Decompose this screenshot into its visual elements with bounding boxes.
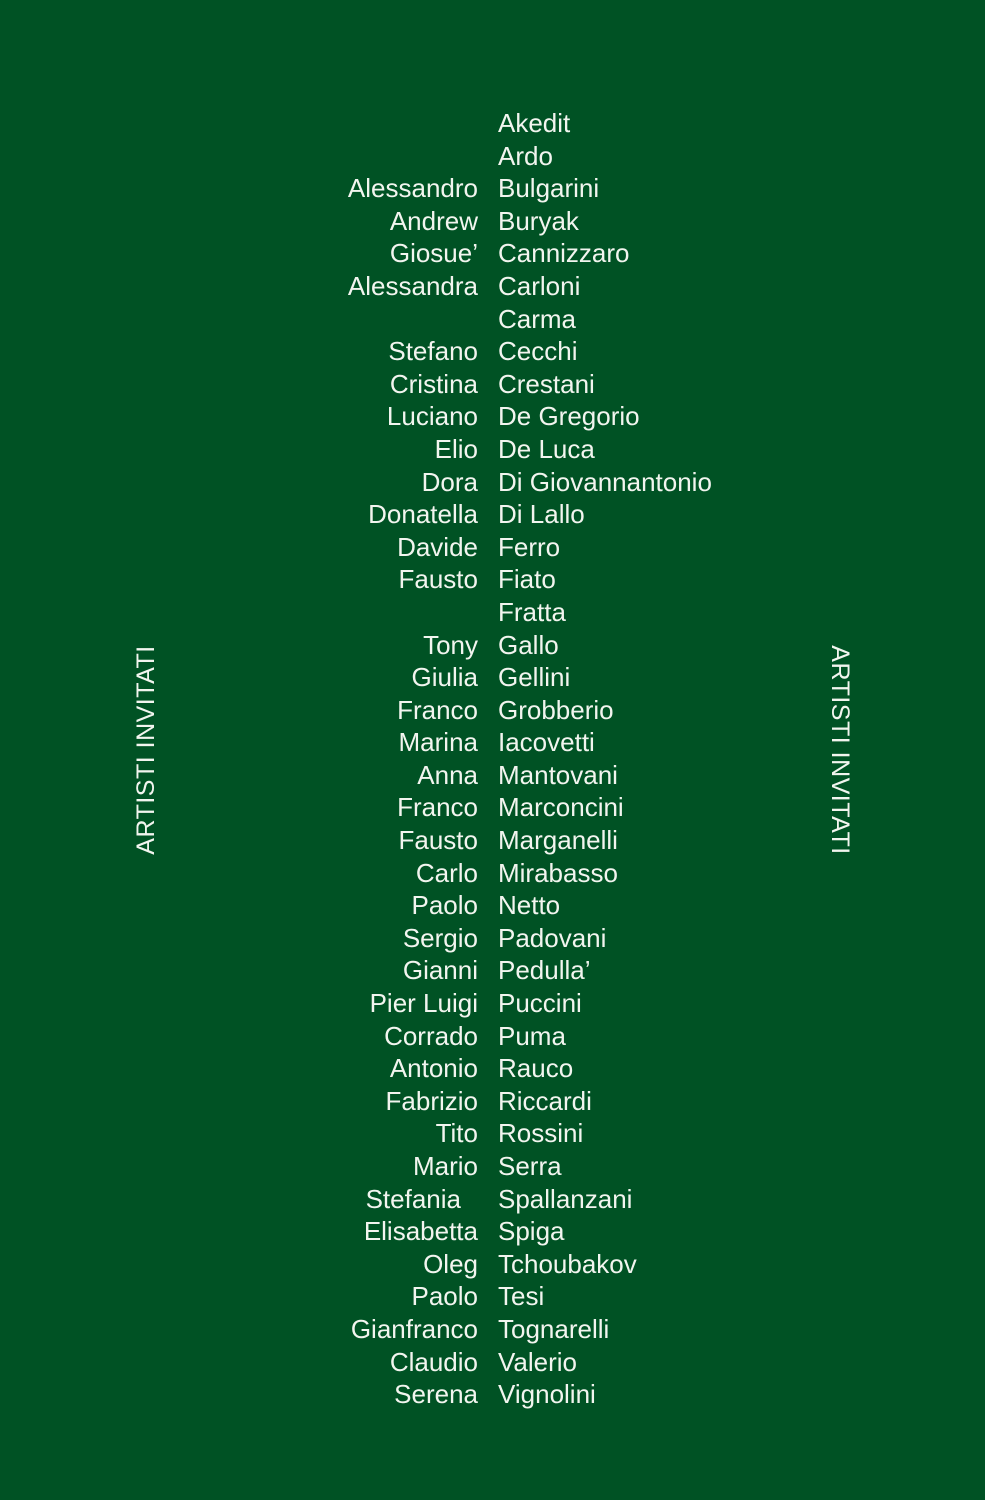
artist-row [0,1052,985,1085]
artist-last-name: Riccardi [498,1085,592,1116]
artist-row [0,1346,985,1379]
artist-last-name: Valerio [498,1346,578,1377]
artist-row [0,1020,985,1053]
artist-first-name: Elio [434,433,478,464]
artist-last-name: Ferro [498,531,561,562]
artist-last-name: Marconcini [498,792,624,823]
artist-row [0,531,985,564]
artist-last-name: Fiato [498,564,556,595]
artist-first-name: Marina [398,727,478,758]
artist-last-name: Pedulla’ [498,955,591,986]
artist-first-name: Elisabetta [363,1216,478,1247]
artist-row [0,270,985,303]
artist-first-name: Serena [394,1379,478,1410]
artist-last-name: Di Giovannantonio [498,466,712,497]
artist-row [0,498,985,531]
artist-first-name: Fabrizio [385,1085,478,1116]
artist-first-name: Pier Luigi [369,988,478,1019]
artist-last-name: Tesi [498,1281,545,1312]
artist-last-name: Di Lallo [498,499,585,530]
artist-row [0,857,985,890]
artist-first-name: Fausto [398,825,478,856]
artist-first-name: Antonio [389,1053,478,1084]
artist-row [0,1085,985,1118]
artist-first-name: Cristina [389,368,478,399]
artist-row [0,1215,985,1248]
artist-first-name: Oleg [423,1248,478,1279]
artist-last-name: De Luca [498,433,595,464]
artist-row [0,791,985,824]
artist-first-name: Donatella [368,499,478,530]
artist-last-name: Ardo [498,140,553,171]
artist-row [0,987,985,1020]
artist-row [0,1378,985,1411]
artist-last-name: Rossini [498,1118,584,1149]
artist-row [0,107,985,140]
artist-first-name: Anna [417,759,478,790]
artist-first-name: Stefania [365,1183,461,1214]
artist-first-name: Paolo [411,1281,478,1312]
artist-row [0,694,985,727]
artist-first-name: Alessandra [347,270,478,301]
artist-first-name: Tito [435,1118,478,1149]
artist-last-name: Fratta [498,596,566,627]
artist-row [0,303,985,336]
artist-first-name: Franco [397,792,478,823]
artist-last-name: Rauco [498,1053,574,1084]
artist-first-name: Giosue’ [389,238,478,269]
artist-last-name: Cecchi [498,336,578,367]
artist-last-name: Spiga [498,1216,565,1247]
artist-row [0,629,985,662]
artist-row [0,889,985,922]
artist-row [0,466,985,499]
artist-first-name: Franco [397,694,478,725]
artist-last-name: Netto [498,890,561,921]
artist-row [0,1313,985,1346]
artist-first-name: Gianfranco [350,1313,478,1344]
artist-last-name: Gellini [498,662,571,693]
artist-first-name: Giulia [411,662,478,693]
artist-last-name: Mirabasso [498,857,618,888]
artist-last-name: Puma [498,1020,566,1051]
artist-row [0,433,985,466]
artist-last-name: Tchoubakov [498,1248,637,1279]
artist-row [0,172,985,205]
artist-last-name: Gallo [498,629,559,660]
artist-row [0,954,985,987]
artist-first-name: Mario [412,1151,478,1181]
artist-first-name: Stefano [388,336,478,367]
artist-last-name: De Gregorio [498,401,640,432]
artist-last-name: Tognarelli [498,1313,610,1344]
artist-list [0,107,985,1411]
artist-last-name: Marganelli [498,825,618,856]
artist-row [0,563,985,596]
artist-first-name: Dora [421,466,478,497]
artist-row [0,922,985,955]
artist-first-name: Andrew [389,205,478,236]
artist-last-name: Buryak [498,205,579,236]
artist-row [0,726,985,759]
artist-row [0,205,985,238]
artist-row [0,596,985,629]
artist-last-name: Spallanzani [498,1183,633,1214]
artist-last-name: Carma [498,303,577,334]
artist-last-name: Padovani [498,922,607,953]
artist-row [0,1248,985,1281]
artist-last-name: Vignolini [498,1379,596,1410]
artist-last-name: Mantovani [498,759,618,790]
artist-row [0,824,985,857]
artist-first-name: Luciano [386,401,478,432]
artist-last-name: Puccini [498,988,582,1019]
artist-first-name: Gianni [402,955,478,986]
artist-last-name: Crestani [498,368,595,399]
artist-row [0,1150,985,1183]
artist-first-name: Corrado [384,1020,478,1051]
artist-row [0,661,985,694]
artist-row [0,368,985,401]
artist-last-name: Iacovetti [498,727,595,758]
artist-row [0,1183,985,1216]
artist-last-name: Grobberio [498,694,614,725]
artist-last-name: Serra [498,1151,562,1181]
artist-first-name: Fausto [398,564,478,595]
artist-first-name: Claudio [389,1346,478,1377]
artist-row [0,400,985,433]
artist-row [0,140,985,173]
artist-first-name: Davide [397,531,478,562]
artist-first-name: Sergio [402,922,478,953]
artist-row [0,1280,985,1313]
side-title-right: ARTISTI INVITATI [826,645,854,855]
artist-last-name: Bulgarini [498,173,600,204]
artist-first-name: Paolo [411,890,478,921]
artist-row [0,335,985,368]
artist-last-name: Carloni [498,270,581,301]
artist-first-name: Alessandro [347,173,478,204]
artist-last-name: Cannizzaro [498,238,630,269]
artist-first-name: Carlo [415,857,478,888]
artist-row [0,759,985,792]
artist-row [0,1117,985,1150]
artist-last-name: Akedit [498,108,571,138]
side-title-left: ARTISTI INVITATI [132,645,160,855]
artist-first-name: Tony [423,629,478,660]
artist-row [0,237,985,270]
